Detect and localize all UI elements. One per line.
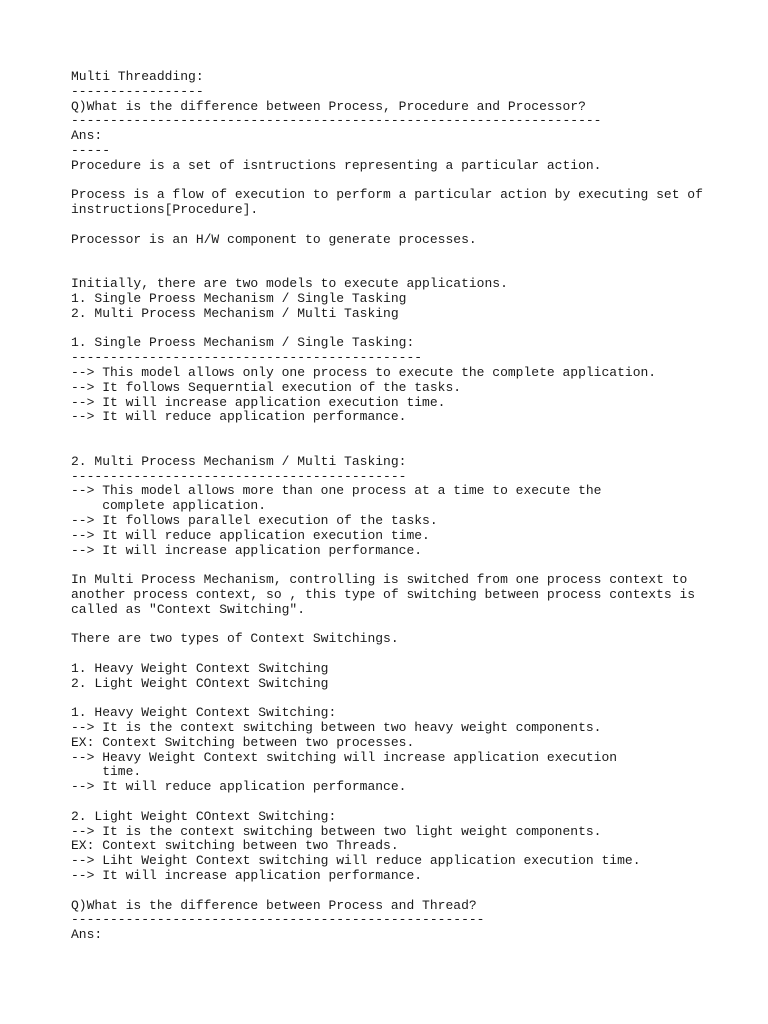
bullet-item: --> It follows parallel execution of the tasks. — [71, 512, 438, 528]
bullet-item: --> Heavy Weight Context switching will increase application execution — [71, 749, 618, 765]
blank-line — [71, 174, 751, 189]
document-page — [71, 70, 751, 943]
bullet-item: --> It will reduce application performance. — [71, 779, 407, 795]
bullet-item: --> This model allows only one process to execute the complete application. — [71, 364, 657, 380]
section-heading: 2. Multi Process Mechanism / Multi Tasking: — [71, 453, 407, 469]
list-item: 2. Multi Process Mechanism / Multi Tasking — [71, 305, 399, 321]
text-line: Processor is an H/W component to generate processes. — [71, 231, 477, 247]
underline-rule: ----- — [71, 142, 111, 158]
example-line: EX: Context switching between two Threads. — [71, 838, 399, 854]
blank-line — [71, 691, 751, 706]
text-line: Procedure is a set of isntructions representing a particular action. — [71, 157, 602, 173]
bullet-item: --> It will increase application performance. — [71, 868, 423, 884]
list-item: 1. Heavy Weight Context Switching — [71, 660, 329, 676]
blank-line — [71, 795, 751, 810]
text-line: Initially, there are two models to execute applications. — [71, 276, 508, 292]
question-heading: Q)What is the difference between Process and Thread? — [71, 897, 477, 913]
blank-line — [71, 248, 751, 263]
question-heading: Q)What is the difference between Process, Procedure and Processor? — [71, 98, 586, 114]
blank-line — [71, 884, 751, 899]
bullet-item: --> It will reduce application execution time. — [71, 527, 430, 543]
blank-line — [71, 218, 751, 233]
text-line: Multi Threadding: — [71, 69, 204, 84]
example-line: EX: Context Switching between two processes. — [71, 734, 415, 750]
blank-line — [71, 262, 751, 277]
section-heading: 1. Heavy Weight Context Switching: — [71, 705, 337, 721]
underline-rule: --------------------------------------------- — [71, 350, 423, 366]
bullet-item-continuation: complete application. — [71, 498, 267, 514]
answer-label: Ans: — [71, 128, 103, 144]
text-line: instructions[Procedure]. — [71, 202, 259, 218]
text-line: Process is a flow of execution to perform a particular action by executing set of — [71, 187, 703, 203]
underline-rule: ----------------- — [71, 83, 204, 99]
list-item: 2. Light Weight COntext Switching — [71, 675, 329, 691]
bullet-item: --> It will increase application execution time. — [71, 394, 446, 410]
bullet-item: --> Liht Weight Context switching will reduce application execution time. — [71, 853, 641, 869]
text-line: There are two types of Context Switchings. — [71, 631, 399, 647]
text-line: another process context, so , this type of switching between process contexts is — [71, 586, 696, 602]
text-line: In Multi Process Mechanism, controlling is switched from one process context to — [71, 572, 688, 588]
bullet-item: --> It will increase application performance. — [71, 542, 423, 558]
list-item: 1. Single Proess Mechanism / Single Tasking — [71, 290, 407, 306]
underline-rule: ------------------------------------------- — [71, 468, 407, 484]
blank-line — [71, 425, 751, 440]
bullet-item-continuation: time. — [71, 764, 142, 780]
blank-line — [71, 617, 751, 632]
underline-rule: -------------------------------------------------------------------- — [71, 113, 602, 129]
underline-rule: ----------------------------------------------------- — [71, 912, 485, 928]
blank-line — [71, 647, 751, 662]
blank-line — [71, 558, 751, 573]
bullet-item: --> It is the context switching between two light weight components. — [71, 823, 602, 839]
bullet-item: --> This model allows more than one process at a time to execute the — [71, 483, 602, 499]
section-heading: 1. Single Proess Mechanism / Single Tasking: — [71, 335, 415, 351]
blank-line — [71, 440, 751, 455]
bullet-item: --> It follows Sequerntial execution of the tasks. — [71, 379, 462, 395]
bullet-item: --> It will reduce application performance. — [71, 409, 407, 425]
blank-line — [71, 322, 751, 337]
text-line: called as "Context Switching". — [71, 601, 306, 617]
answer-label: Ans: — [71, 927, 103, 943]
section-heading: 2. Light Weight COntext Switching: — [71, 808, 337, 824]
bullet-item: --> It is the context switching between two heavy weight components. — [71, 720, 602, 736]
